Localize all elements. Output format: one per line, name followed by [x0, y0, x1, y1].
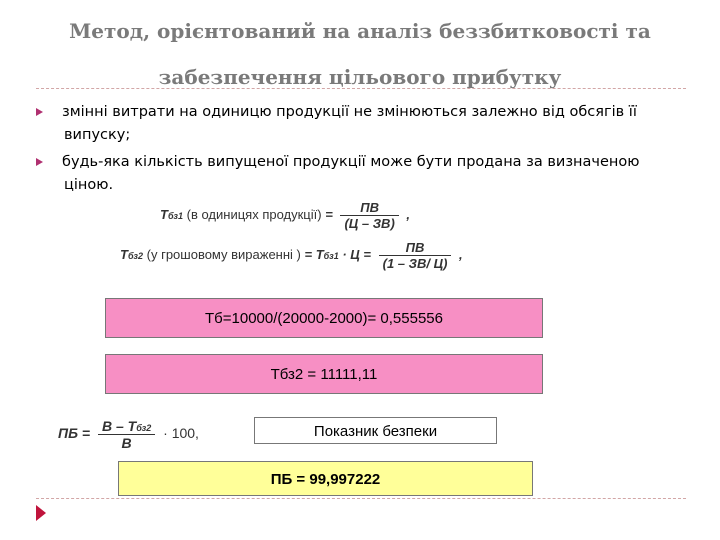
formula3-tail: · 100,: [163, 425, 199, 442]
formula1-lhs-sub: бз1: [167, 210, 184, 221]
tb-result-text: Тб=10000/(20000-2000)= 0,555556: [205, 310, 443, 327]
formula2-fraction: [379, 240, 452, 271]
formula1-eq: =: [325, 206, 333, 222]
formula-safety: [58, 418, 199, 451]
pb-result-text: ПБ = 99,997222: [270, 471, 381, 488]
bullet-text-1: змінні витрати на одиницю продукції не змінюються залежно від обсягів її випуску;: [62, 104, 637, 143]
slide-title-line-1: Метод, орієнтований на аналіз беззбитковості та: [69, 19, 651, 43]
bullet-text-2: будь-яка кількість випущеної продукції може бути продана за визначеною ціною.: [62, 154, 640, 193]
formula2-eq1: =: [304, 246, 313, 262]
formula3-eq: =: [81, 425, 91, 442]
formula3-denominator: В: [121, 435, 132, 451]
formula3-num-sub: бз2: [136, 423, 152, 433]
formula2-denominator: (1 – ЗВ/ Ц): [382, 256, 448, 271]
formula2-eq2: =: [363, 246, 371, 262]
formula3-numerator: [98, 418, 155, 435]
tb-result-box: [105, 298, 543, 338]
formula-breakeven-units: [160, 200, 410, 231]
bullet-triangle-icon: [36, 108, 43, 116]
formula2-paren: (у грошовому вираженні ): [146, 246, 301, 262]
formula-breakeven-money: [120, 240, 463, 271]
formula1-tail: ,: [406, 206, 411, 222]
formula2-lhs: Т: [120, 246, 128, 262]
formula2-mid-sub: бз1: [323, 250, 339, 261]
formula3-num-a: В – Т: [101, 418, 137, 434]
top-divider: [36, 88, 686, 89]
formula2-lhs-sub: бз2: [127, 250, 144, 261]
formula1-numerator: ПВ: [340, 200, 398, 216]
formula1-denominator: (Ц – ЗВ): [344, 216, 395, 231]
formula1-paren: (в одиницях продукції): [186, 206, 322, 222]
formula1-lhs: Т: [160, 206, 168, 222]
next-arrow-icon[interactable]: [36, 505, 46, 521]
tbz2-result-text: Тбз2 = 11111,11: [270, 366, 378, 383]
formula2-tail: ,: [459, 246, 463, 262]
bullet-triangle-icon: [36, 158, 43, 166]
formula2-numerator: ПВ: [379, 240, 452, 256]
bullet-item-2: [36, 151, 666, 197]
slide-title-line-2: забезпечення цільового прибутку: [158, 65, 562, 89]
formula3-lhs: ПБ: [58, 425, 78, 442]
safety-label-box: [254, 417, 497, 444]
safety-label-text: Показник безпеки: [313, 423, 438, 440]
tbz2-result-box: [105, 354, 543, 394]
formula2-mid: Т: [315, 246, 324, 262]
bottom-divider: [36, 498, 686, 499]
formula3-fraction: [98, 418, 155, 451]
bullet-item-1: [36, 101, 666, 147]
formula1-fraction: [340, 200, 398, 231]
pb-result-box: [118, 461, 533, 496]
slide-title: [20, 8, 700, 100]
formula2-mid-tail: · Ц: [342, 246, 360, 262]
